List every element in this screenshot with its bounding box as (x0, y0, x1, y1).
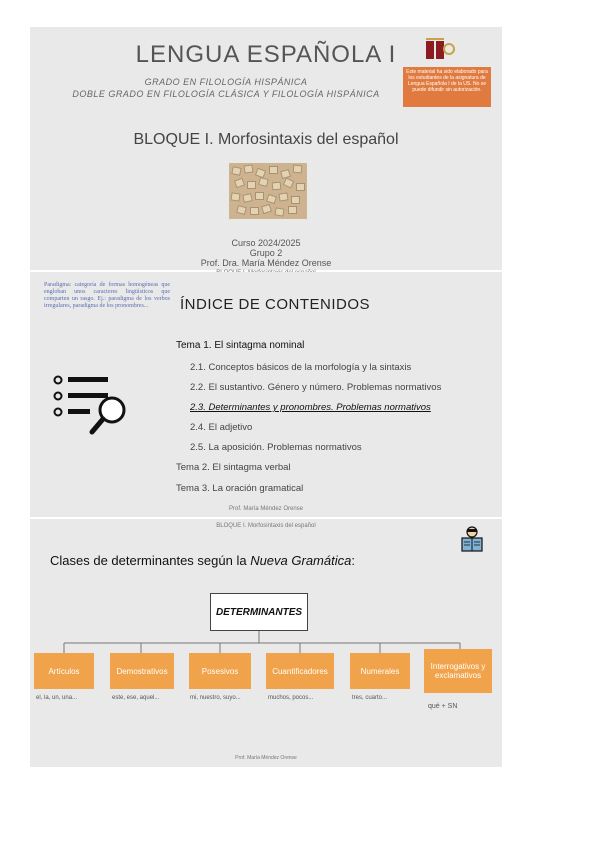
category-cuantificadores: Cuantificadores (266, 653, 334, 689)
example-numerales: tres, cuarto... (352, 695, 388, 701)
bloque-title: BLOQUE I. Morfosintaxis del español (133, 131, 399, 148)
letter-tiles-image (229, 163, 307, 219)
example-demostrativos: este, ese, aquel... (112, 695, 160, 701)
tree-connectors (30, 519, 502, 767)
paradigm-note: Paradigma: categoría de formas homogéneas que engloban unos caracteres lingüísticos que comparten un rasgo. Ej.: paradigma de los verbos irregulares, paradigma de los pronombres... (44, 282, 170, 309)
slide2-footer: Prof. María Méndez Orense (228, 506, 304, 512)
toc-tema-3: Tema 3. La oración gramatical (176, 483, 304, 494)
slide-index (30, 272, 502, 517)
title-emphasis: Nueva Gramática (250, 553, 352, 568)
degree-line-2: DOBLE GRADO EN FILOLOGÍA CLÁSICA Y FILOLOGÍA HISPÁNICA (72, 89, 380, 99)
category-interrogativos: Interrogativos y exclamativos (424, 649, 492, 693)
category-demostrativos: Demostrativos (110, 653, 174, 689)
toc-item: 2.1. Conceptos básicos de la morfología y la sintaxis (190, 362, 412, 373)
index-title: ÍNDICE DE CONTENIDOS (180, 296, 371, 313)
professor-name: Prof. Dra. María Méndez Orense (200, 258, 332, 268)
title-suffix: : (351, 553, 355, 568)
course-year: Curso 2024/2025 (231, 238, 301, 248)
category-posesivos: Posesivos (189, 653, 251, 689)
toc-item: 2.2. El sustantivo. Género y número. Problemas normativos (190, 382, 442, 393)
course-title: LENGUA ESPAÑOLA I (135, 41, 397, 68)
toc-item-active: 2.3. Determinantes y pronombres. Problemas normativos (190, 402, 431, 413)
group-label: Grupo 2 (249, 248, 283, 258)
category-numerales: Numerales (350, 653, 410, 689)
slide-title (30, 27, 502, 270)
slide3-header: BLOQUE I. Morfosintaxis del español (216, 523, 316, 529)
determinantes-root-node: DETERMINANTES (210, 593, 308, 631)
example-interrogativos: qué + SN (428, 703, 458, 710)
toc-item: 2.4. El adjetivo (190, 422, 253, 433)
us-crest-icon (425, 37, 455, 63)
toc-tema-1: Tema 1. El sintagma nominal (176, 340, 305, 351)
toc-item: 2.5. La aposición. Problemas normativos (190, 442, 362, 453)
logo-badge: Este material ha sido elaborado para los estudiantes de la asignatura de Lengua Española I de la US. No se puede difundir sin autorización. (403, 67, 491, 107)
slide-determiners (30, 519, 502, 767)
degree-line-1: GRADO EN FILOLOGÍA HISPÁNICA (144, 77, 308, 87)
example-cuantificadores: muchos, pocos... (268, 695, 314, 701)
toc-tema-2: Tema 2. El sintagma verbal (176, 462, 291, 473)
example-articulos: el, la, un, una... (36, 695, 78, 701)
category-articulos: Artículos (34, 653, 94, 689)
slide3-footer: Prof. María Méndez Orense (235, 755, 297, 761)
list-search-icon (52, 372, 134, 440)
title-prefix: Clases de determinantes según la (50, 553, 251, 568)
example-posesivos: mi, nuestro, suyo... (190, 695, 241, 701)
university-logo (403, 37, 491, 107)
